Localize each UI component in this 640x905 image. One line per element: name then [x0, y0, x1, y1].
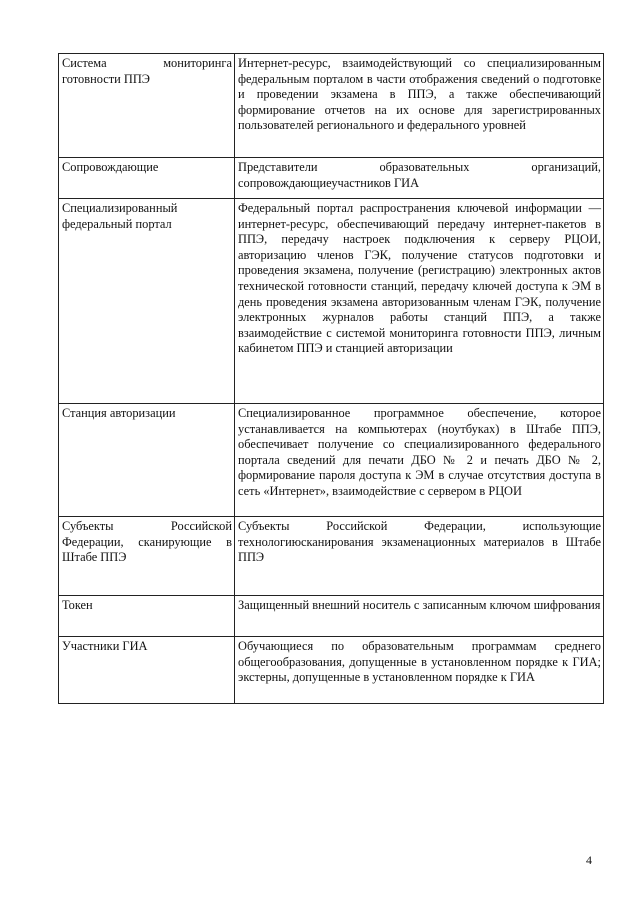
term-cell: Участники ГИА — [59, 637, 235, 704]
term-cell: Система мониторинга готовности ППЭ — [59, 54, 235, 158]
table-row — [59, 54, 604, 158]
table-row — [59, 158, 604, 199]
table-row — [59, 517, 604, 596]
term-cell: Сопровождающие — [59, 158, 235, 199]
table-row — [59, 404, 604, 517]
term-cell: Станция авторизации — [59, 404, 235, 517]
term-cell: Токен — [59, 596, 235, 637]
definition-cell: Обучающиеся по образовательным программам среднего общегообразования, допущенные в установленном порядке к ГИА; экстерны, допущенные в установленном порядке к ГИА — [235, 637, 604, 704]
definition-cell: Защищенный внешний носитель с записанным ключом шифрования — [235, 596, 604, 637]
table-row — [59, 596, 604, 637]
term-cell: Специализированный федеральный портал — [59, 199, 235, 404]
glossary-table — [58, 53, 604, 704]
table-row — [59, 199, 604, 404]
table-row — [59, 637, 604, 704]
definition-cell: Интернет-ресурс, взаимодействующий со специализированным федеральным порталом в части отображения сведений о подготовке и проведении экзамена в ППЭ, а также обеспечивающий формирование отчетов на их основе для зарегистрированных пользователей регионального и федерального уровней — [235, 54, 604, 158]
definition-cell: Представители образовательных организаций, сопровождающиеучастников ГИА — [235, 158, 604, 199]
definition-cell: Федеральный портал распространения ключевой информации —интернет-ресурс, обеспечивающий передачу интернет-пакетов в ППЭ, передачу настроек подключения к серверу РЦОИ, авторизацию членов ГЭК, получение статусов подготовки и проведения экзамена, получение (регистрацию) электронных актов технической готовности станций, передачу ключей доступа к ЭМ в день проведения экзамена авторизованным членам ГЭК, получение электронных журналов работы станций ППЭ, а также взаимодействие с системой мониторинга готовности ППЭ, личным кабинетом ППЭ и станцией авторизации — [235, 199, 604, 404]
page-number: 4 — [586, 853, 592, 867]
definition-cell: Специализированное программное обеспечение, которое устанавливается на компьютерах (ноутбуках) в Штабе ППЭ, обеспечивает получение со специализированного федерального портала сведений для печати ДБО № 2 и печать ДБО № 2, формирование пароля доступа к ЭМ в случае отсутствия доступа в сеть «Интернет», взаимодействие с сервером в РЦОИ — [235, 404, 604, 517]
definition-cell: Субъекты Российской Федерации, использующие технологиюсканирования экзаменационных материалов в Штабе ППЭ — [235, 517, 604, 596]
term-cell: Субъекты Российской Федерации, сканирующие в Штабе ППЭ — [59, 517, 235, 596]
